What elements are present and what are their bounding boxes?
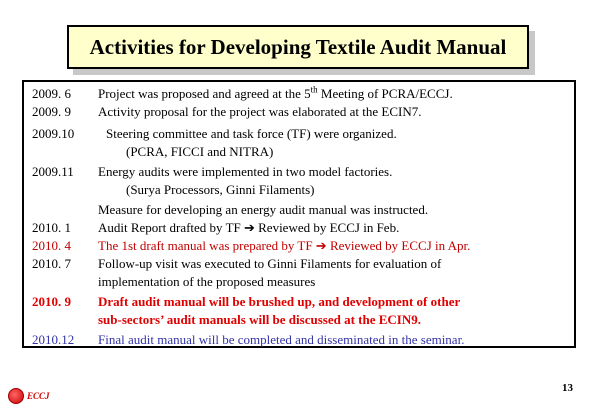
activity-text: Activity proposal for the project was elaborated at the ECIN7. — [98, 104, 422, 119]
activity-date: 2009.10 — [32, 126, 75, 141]
activity-date: 2010.12 — [32, 332, 75, 347]
page-number: 13 — [562, 382, 573, 394]
activities-box — [22, 80, 576, 348]
activity-date: 2009. 9 — [32, 104, 71, 119]
activity-text: The 1st draft manual was prepared by TF ➔ Reviewed by ECCJ in Apr. — [98, 238, 471, 253]
activity-text: Measure for developing an energy audit manual was instructed. — [98, 202, 429, 217]
title-box — [67, 25, 529, 69]
activity-text: Follow-up visit was executed to Ginni Filaments for evaluation of — [98, 256, 442, 271]
page-title: Activities for Developing Textile Audit Manual — [89, 34, 507, 59]
activity-text: sub-sectors’ audit manuals will be discussed at the ECIN9. — [98, 312, 421, 327]
activity-date: 2010. 4 — [32, 238, 71, 253]
activity-date: 2009.11 — [32, 164, 74, 179]
eccj-logo — [8, 388, 50, 404]
activity-text: Energy audits were implemented in two model factories. — [98, 164, 393, 179]
activity-date: 2009. 6 — [32, 86, 71, 101]
activity-text: Project was proposed and agreed at the 5th Meeting of PCRA/ECCJ. — [98, 84, 453, 101]
activity-text: (Surya Processors, Ginni Filaments) — [126, 182, 315, 197]
activity-text: Audit Report drafted by TF ➔ Reviewed by ECCJ in Feb. — [98, 220, 400, 235]
activity-text: Draft audit manual will be brushed up, and development of other — [98, 294, 461, 309]
activity-text: implementation of the proposed measures — [98, 274, 316, 289]
activity-text: Steering committee and task force (TF) were organized. — [106, 126, 397, 141]
activity-date: 2010. 1 — [32, 220, 71, 235]
activity-text: (PCRA, FICCI and NITRA) — [126, 144, 274, 159]
logo-text: ECCJ — [27, 391, 50, 401]
activity-text: Final audit manual will be completed and disseminated in the seminar. — [98, 332, 465, 347]
logo-mark-icon — [8, 388, 24, 404]
activity-date: 2010. 9 — [32, 294, 71, 309]
activity-date: 2010. 7 — [32, 256, 71, 271]
